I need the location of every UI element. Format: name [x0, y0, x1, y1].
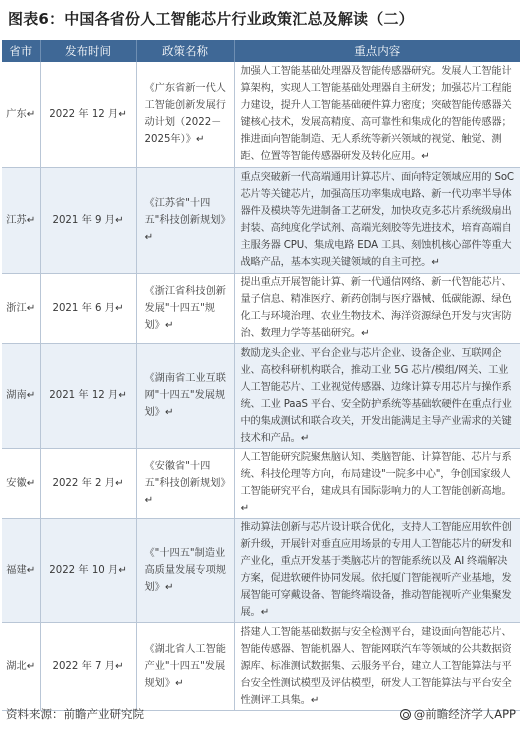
column-header-province: 省市	[2, 40, 40, 62]
cell-content: 加强人工智能基础处理器及智能传感器研究。发展人工智能计算架构，实现人工智能基础处理器自主研发；加强芯片工程能力建设，提升人工智能基础硬件算力密度；突破智能传感器关键核心技术，发展高精度、高可靠性和集成化的智能传感器；推进面向智能制造、无人系统等新兴领域的视觉、触觉、测距、位置等智能传感器研发及转化应用。↵	[234, 62, 520, 167]
cell-province: 浙江↵	[2, 273, 40, 343]
brand-credit	[400, 706, 516, 722]
cell-date: 2022 年 2 月↵	[40, 448, 136, 518]
cell-content: 数励龙头企业、平台企业与芯片企业、设备企业、互联网企业、高校科研机构联合，推动工业 5G 芯片/模组/网关、工业人工智能芯片、工业视觉传感器、边缘计算专用芯片与操作系统、工业 PaaS 平台、安全防护系统等基础软硬件在重点行业中的集成测试和联合攻关，开发出能满足主导产业需求的关键技术和产品。↵	[234, 343, 520, 448]
cell-content: 推动算法创新与芯片设计联合优化，支持人工智能应用软件创新升级，开展针对垂直应用场景的专用人工智能芯片的研发和产业化，重点开发基于类脑芯片的智能系统以及 AI 终端解决方案，促进软硬件协同发展。依托厦门智能视听产业基地，发展智能可穿戴设备、智能终端设备，推动智能视听产业集聚发展。↵	[234, 518, 520, 622]
table-row	[2, 62, 520, 167]
cell-policy: 《湖南省工业互联网"十四五"发展规划》↵	[136, 343, 234, 448]
cell-policy: 《江苏省"十四五"科技创新规划》↵	[136, 167, 234, 273]
policy-table	[2, 40, 520, 711]
cell-content: 重点突破新一代高端通用计算芯片、面向特定领域应用的 SoC 芯片等关键芯片，加强高压功率集成电路、新一代功率半导体器件及模块等先进制备工艺研发，加快攻克多芯片系统级扇出封装、高纯度化学试剂、高端光刻胶等先进技术，培育高端自主服务器 CPU、集成电路 EDA 工具、刻蚀机核心部件等重大战略产品，基本实现关键领域的自主可控。↵	[234, 167, 520, 273]
cell-date: 2021 年 12 月↵	[40, 343, 136, 448]
table-row	[2, 448, 520, 518]
cell-content: 提出重点开展智能计算、新一代通信网络、新一代智能芯片、量子信息、精准医疗、新药创制与医疗器械、低碳能源、绿色化工与环境治理、农业生物技术、海洋资源绿色开发与灾害防治、数理力学等基础研究。↵	[234, 273, 520, 343]
cell-province: 湖北↵	[2, 622, 40, 710]
brand-credit-text: @前瞻经济学人APP	[413, 707, 516, 721]
cell-date: 2021 年 9 月↵	[40, 167, 136, 273]
column-header-date: 发布时间	[40, 40, 136, 62]
cell-content: 搭建人工智能基础数据与安全检测平台，建设面向智能芯片、智能传感器、智能机器人、智能网联汽车等领域的公共数据资源库、标准测试数据集、云服务平台，建立人工智能算法与平台安全性测试模型及评估模型，研发人工智能算法与平台安全性测评工具集。↵	[234, 622, 520, 710]
table-row	[2, 273, 520, 343]
cell-policy: 《湖北省人工智能产业"十四五"发展规划》↵	[136, 622, 234, 710]
source-note: 资料来源：前瞻产业研究院	[6, 707, 144, 721]
cell-policy: 《安徽省"十四五"科技创新规划》↵	[136, 448, 234, 518]
cell-date: 2022 年 7 月↵	[40, 622, 136, 710]
cell-province: 安徽↵	[2, 448, 40, 518]
table-row	[2, 343, 520, 448]
cell-province: 江苏↵	[2, 167, 40, 273]
cell-date: 2021 年 6 月↵	[40, 273, 136, 343]
table-row	[2, 518, 520, 622]
cell-province: 福建↵	[2, 518, 40, 622]
cell-policy: 《浙江省科技创新发展"十四五"规划》↵	[136, 273, 234, 343]
cell-province: 广东↵	[2, 62, 40, 167]
column-header-content: 重点内容	[234, 40, 520, 62]
cell-date: 2022 年 10 月↵	[40, 518, 136, 622]
table-row	[2, 622, 520, 710]
column-header-policy: 政策名称	[136, 40, 234, 62]
table-header-row	[2, 40, 520, 62]
table-row	[2, 167, 520, 273]
cell-policy: 《"十四五"制造业高质量发展专项规划》↵	[136, 518, 234, 622]
figure-title: 图表6：中国各省份人工智能芯片行业政策汇总及解读（二）	[8, 10, 414, 28]
cell-date: 2022 年 12 月↵	[40, 62, 136, 167]
brand-logo-icon	[400, 709, 411, 720]
cell-policy: 《广东省新一代人工智能创新发展行动计划（2022－2025年）》↵	[136, 62, 234, 167]
cell-content: 人工智能研究院聚焦脑认知、类脑智能、计算智能、芯片与系统、科技伦理等方向，布局建设"一院多中心"，争创国家级人工智能研究平台，建成具有国际影响力的人工智能创新高地。↵	[234, 448, 520, 518]
cell-province: 湖南↵	[2, 343, 40, 448]
footer	[0, 702, 524, 726]
